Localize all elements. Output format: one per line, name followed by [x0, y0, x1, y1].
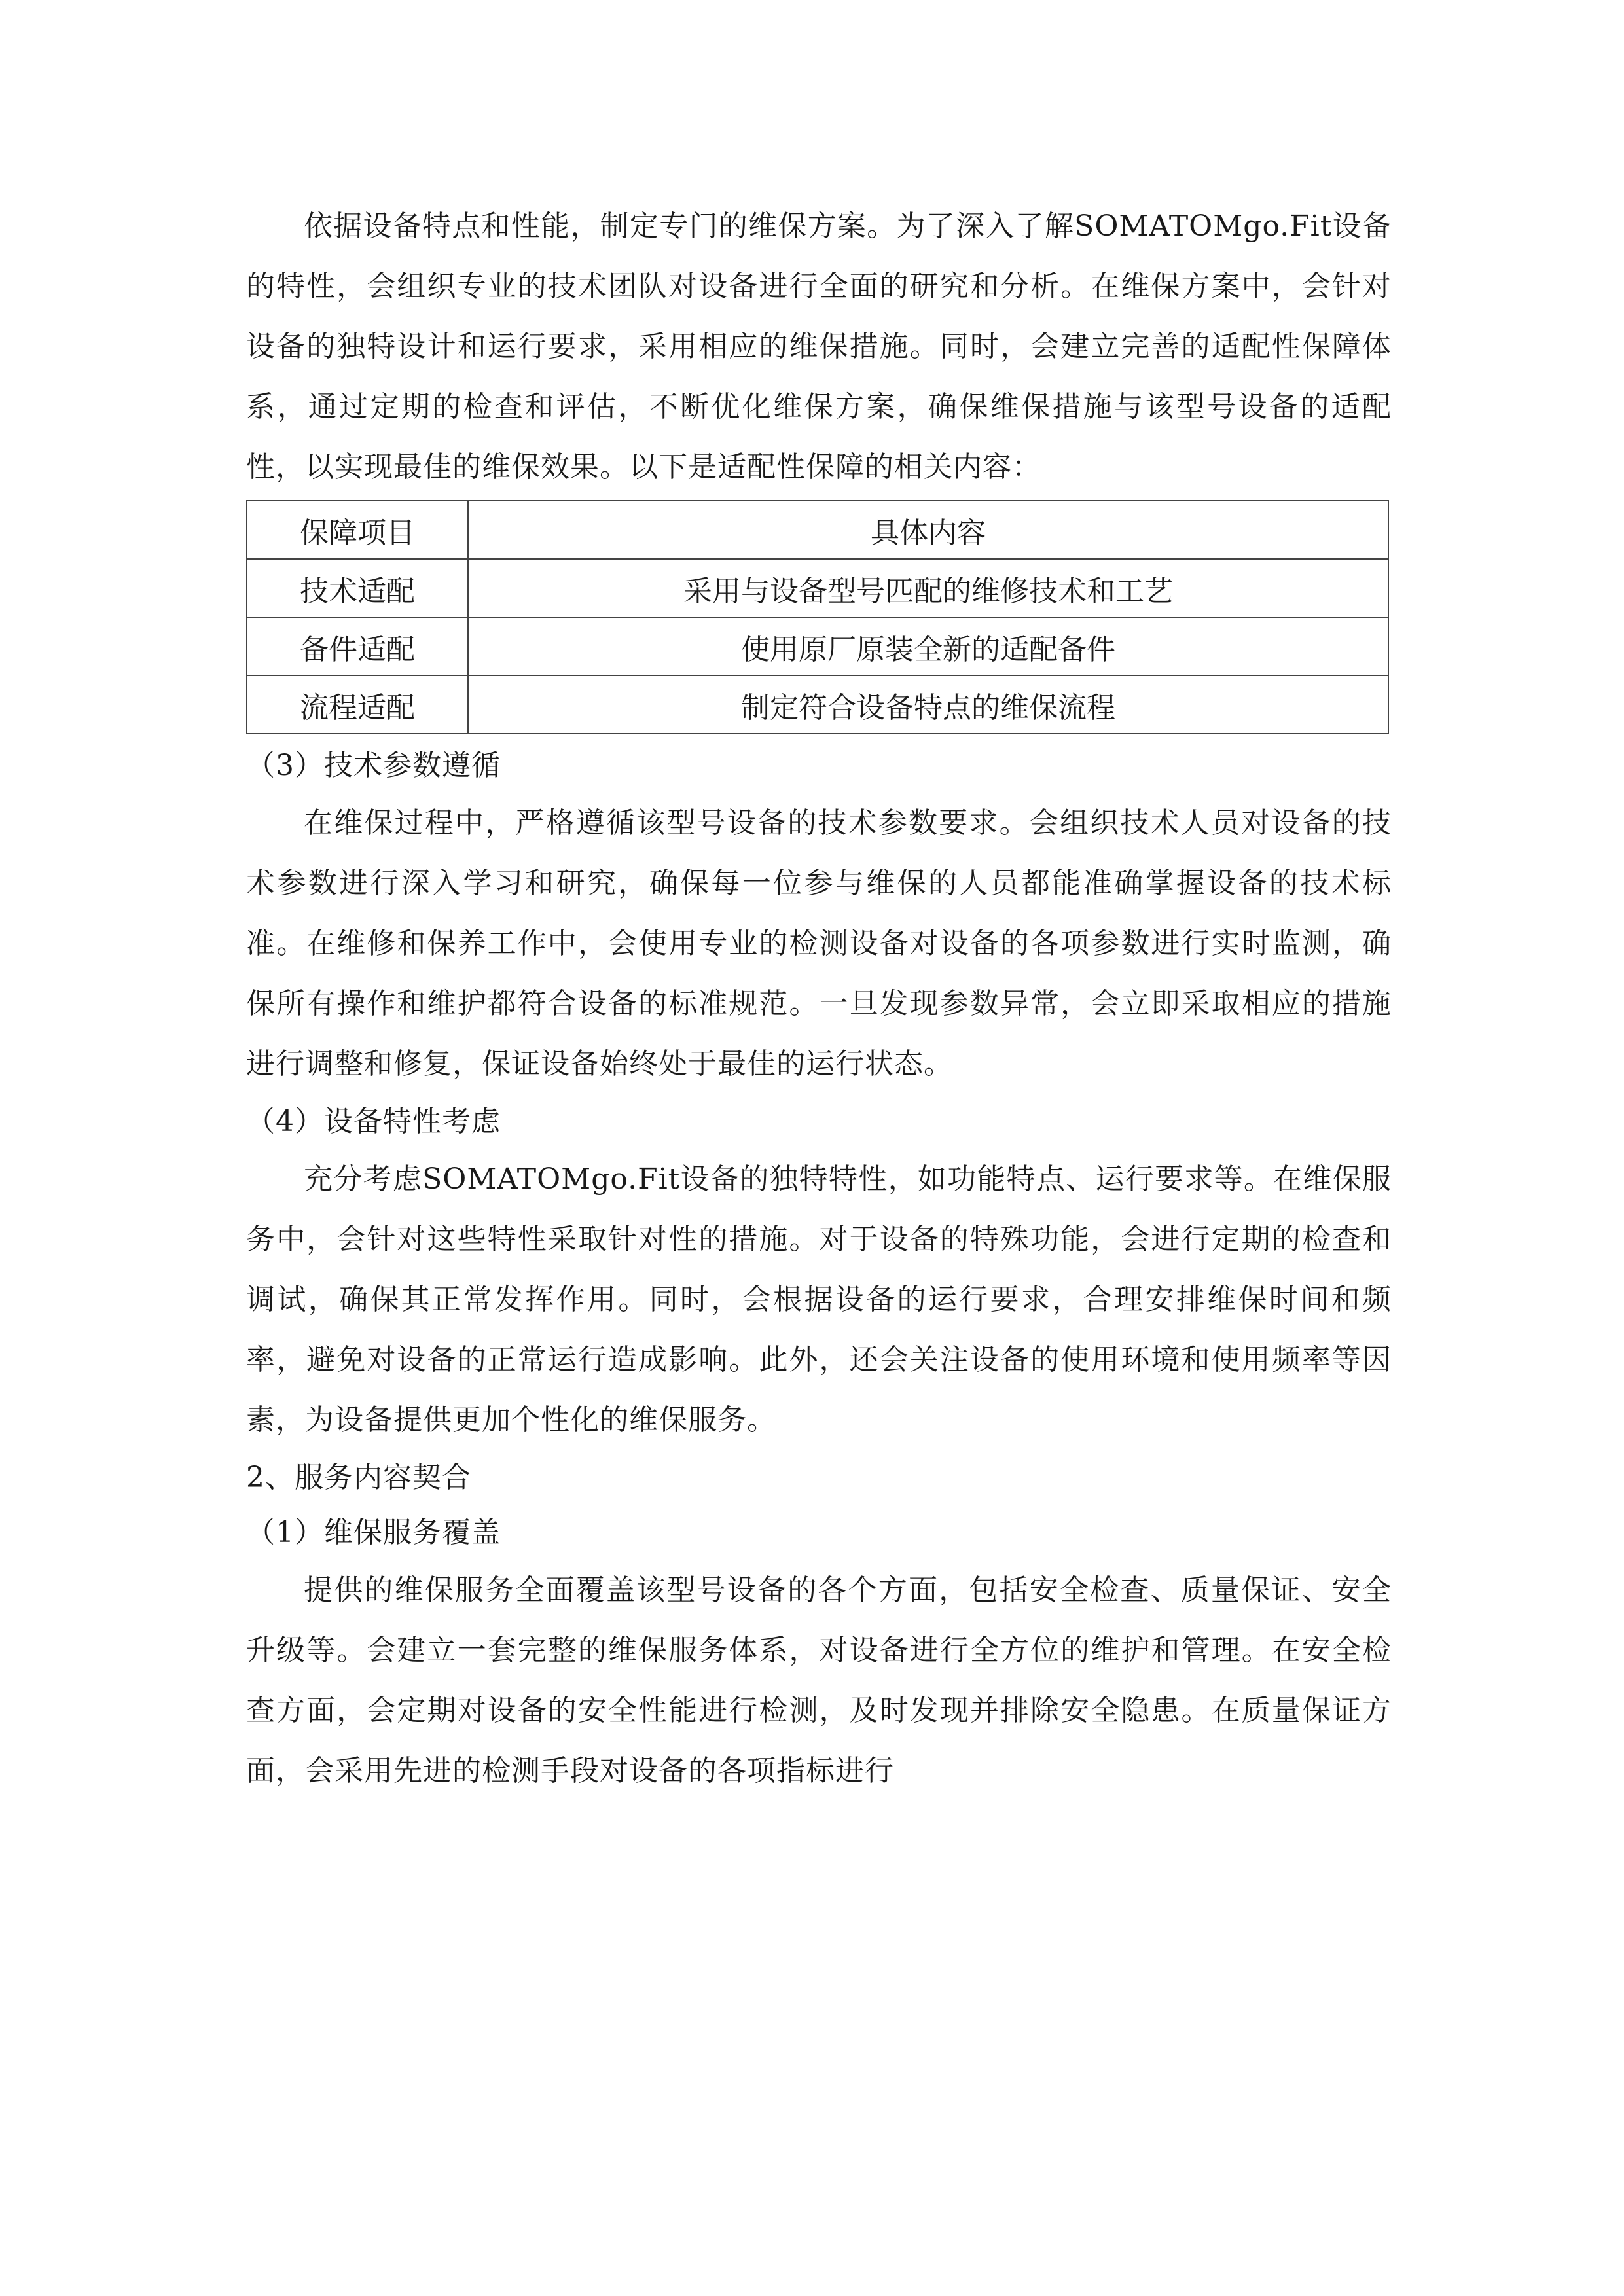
table-cell: 制定符合设备特点的维保流程 — [468, 675, 1388, 734]
table-header-cell: 保障项目 — [247, 501, 468, 559]
part-heading-2: 2、服务内容契合 — [246, 1461, 471, 1494]
adaptation-table — [246, 500, 1389, 734]
intro-paragraph: 依据设备特点和性能，制定专门的维保方案。为了深入了解SOMATOMgo.Fit设备的特性，会组织专业的技术团队对设备进行全面的研究和分析。在维保方案中，会针对设备的独特设计和运行要求，采用相应的维保措施。同时，会建立完善的适配性保障体系，通过定期的检查和评估，不断优化维保方案，确保维保措施与该型号设备的适配性，以实现最佳的维保效果。以下是适配性保障的相关内容： — [246, 209, 1392, 484]
table-row — [247, 559, 1388, 617]
table-header-cell: 具体内容 — [468, 501, 1388, 559]
table-cell: 技术适配 — [247, 559, 468, 617]
section-heading-1: （1）维保服务覆盖 — [246, 1516, 501, 1549]
section-3-paragraph: 在维保过程中，严格遵循该型号设备的技术参数要求。会组织技术人员对设备的技术参数进行深入学习和研究，确保每一位参与维保的人员都能准确掌握设备的技术标准。在维修和保养工作中，会使用专业的检测设备对设备的各项参数进行实时监测，确保所有操作和维护都符合设备的标准规范。一旦发现参数异常，会立即采取相应的措施进行调整和修复，保证设备始终处于最佳的运行状态。 — [246, 806, 1392, 1081]
table-cell: 流程适配 — [247, 675, 468, 734]
table-cell: 使用原厂原装全新的适配备件 — [468, 617, 1388, 675]
section-4-paragraph: 充分考虑SOMATOMgo.Fit设备的独特特性，如功能特点、运行要求等。在维保服务中，会针对这些特性采取针对性的措施。对于设备的特殊功能，会进行定期的检查和调试，确保其正常发挥作用。同时，会根据设备的运行要求，合理安排维保时间和频率，避免对设备的正常运行造成影响。此外，还会关注设备的使用环境和使用频率等因素，为设备提供更加个性化的维保服务。 — [246, 1162, 1392, 1437]
table-cell: 备件适配 — [247, 617, 468, 675]
table-row — [247, 617, 1388, 675]
section-heading-4: （4）设备特性考虑 — [246, 1105, 501, 1138]
section-1-paragraph: 提供的维保服务全面覆盖该型号设备的各个方面，包括安全检查、质量保证、安全升级等。会建立一套完整的维保服务体系，对设备进行全方位的维护和管理。在安全检查方面，会定期对设备的安全性能进行检测，及时发现并排除安全隐患。在质量保证方面，会采用先进的检测手段对设备的各项指标进行 — [246, 1573, 1392, 1787]
document-page — [246, 196, 1392, 1801]
table-cell: 采用与设备型号匹配的维修技术和工艺 — [468, 559, 1388, 617]
table-header-row — [247, 501, 1388, 559]
section-heading-3: （3）技术参数遵循 — [246, 749, 501, 782]
table-row — [247, 675, 1388, 734]
